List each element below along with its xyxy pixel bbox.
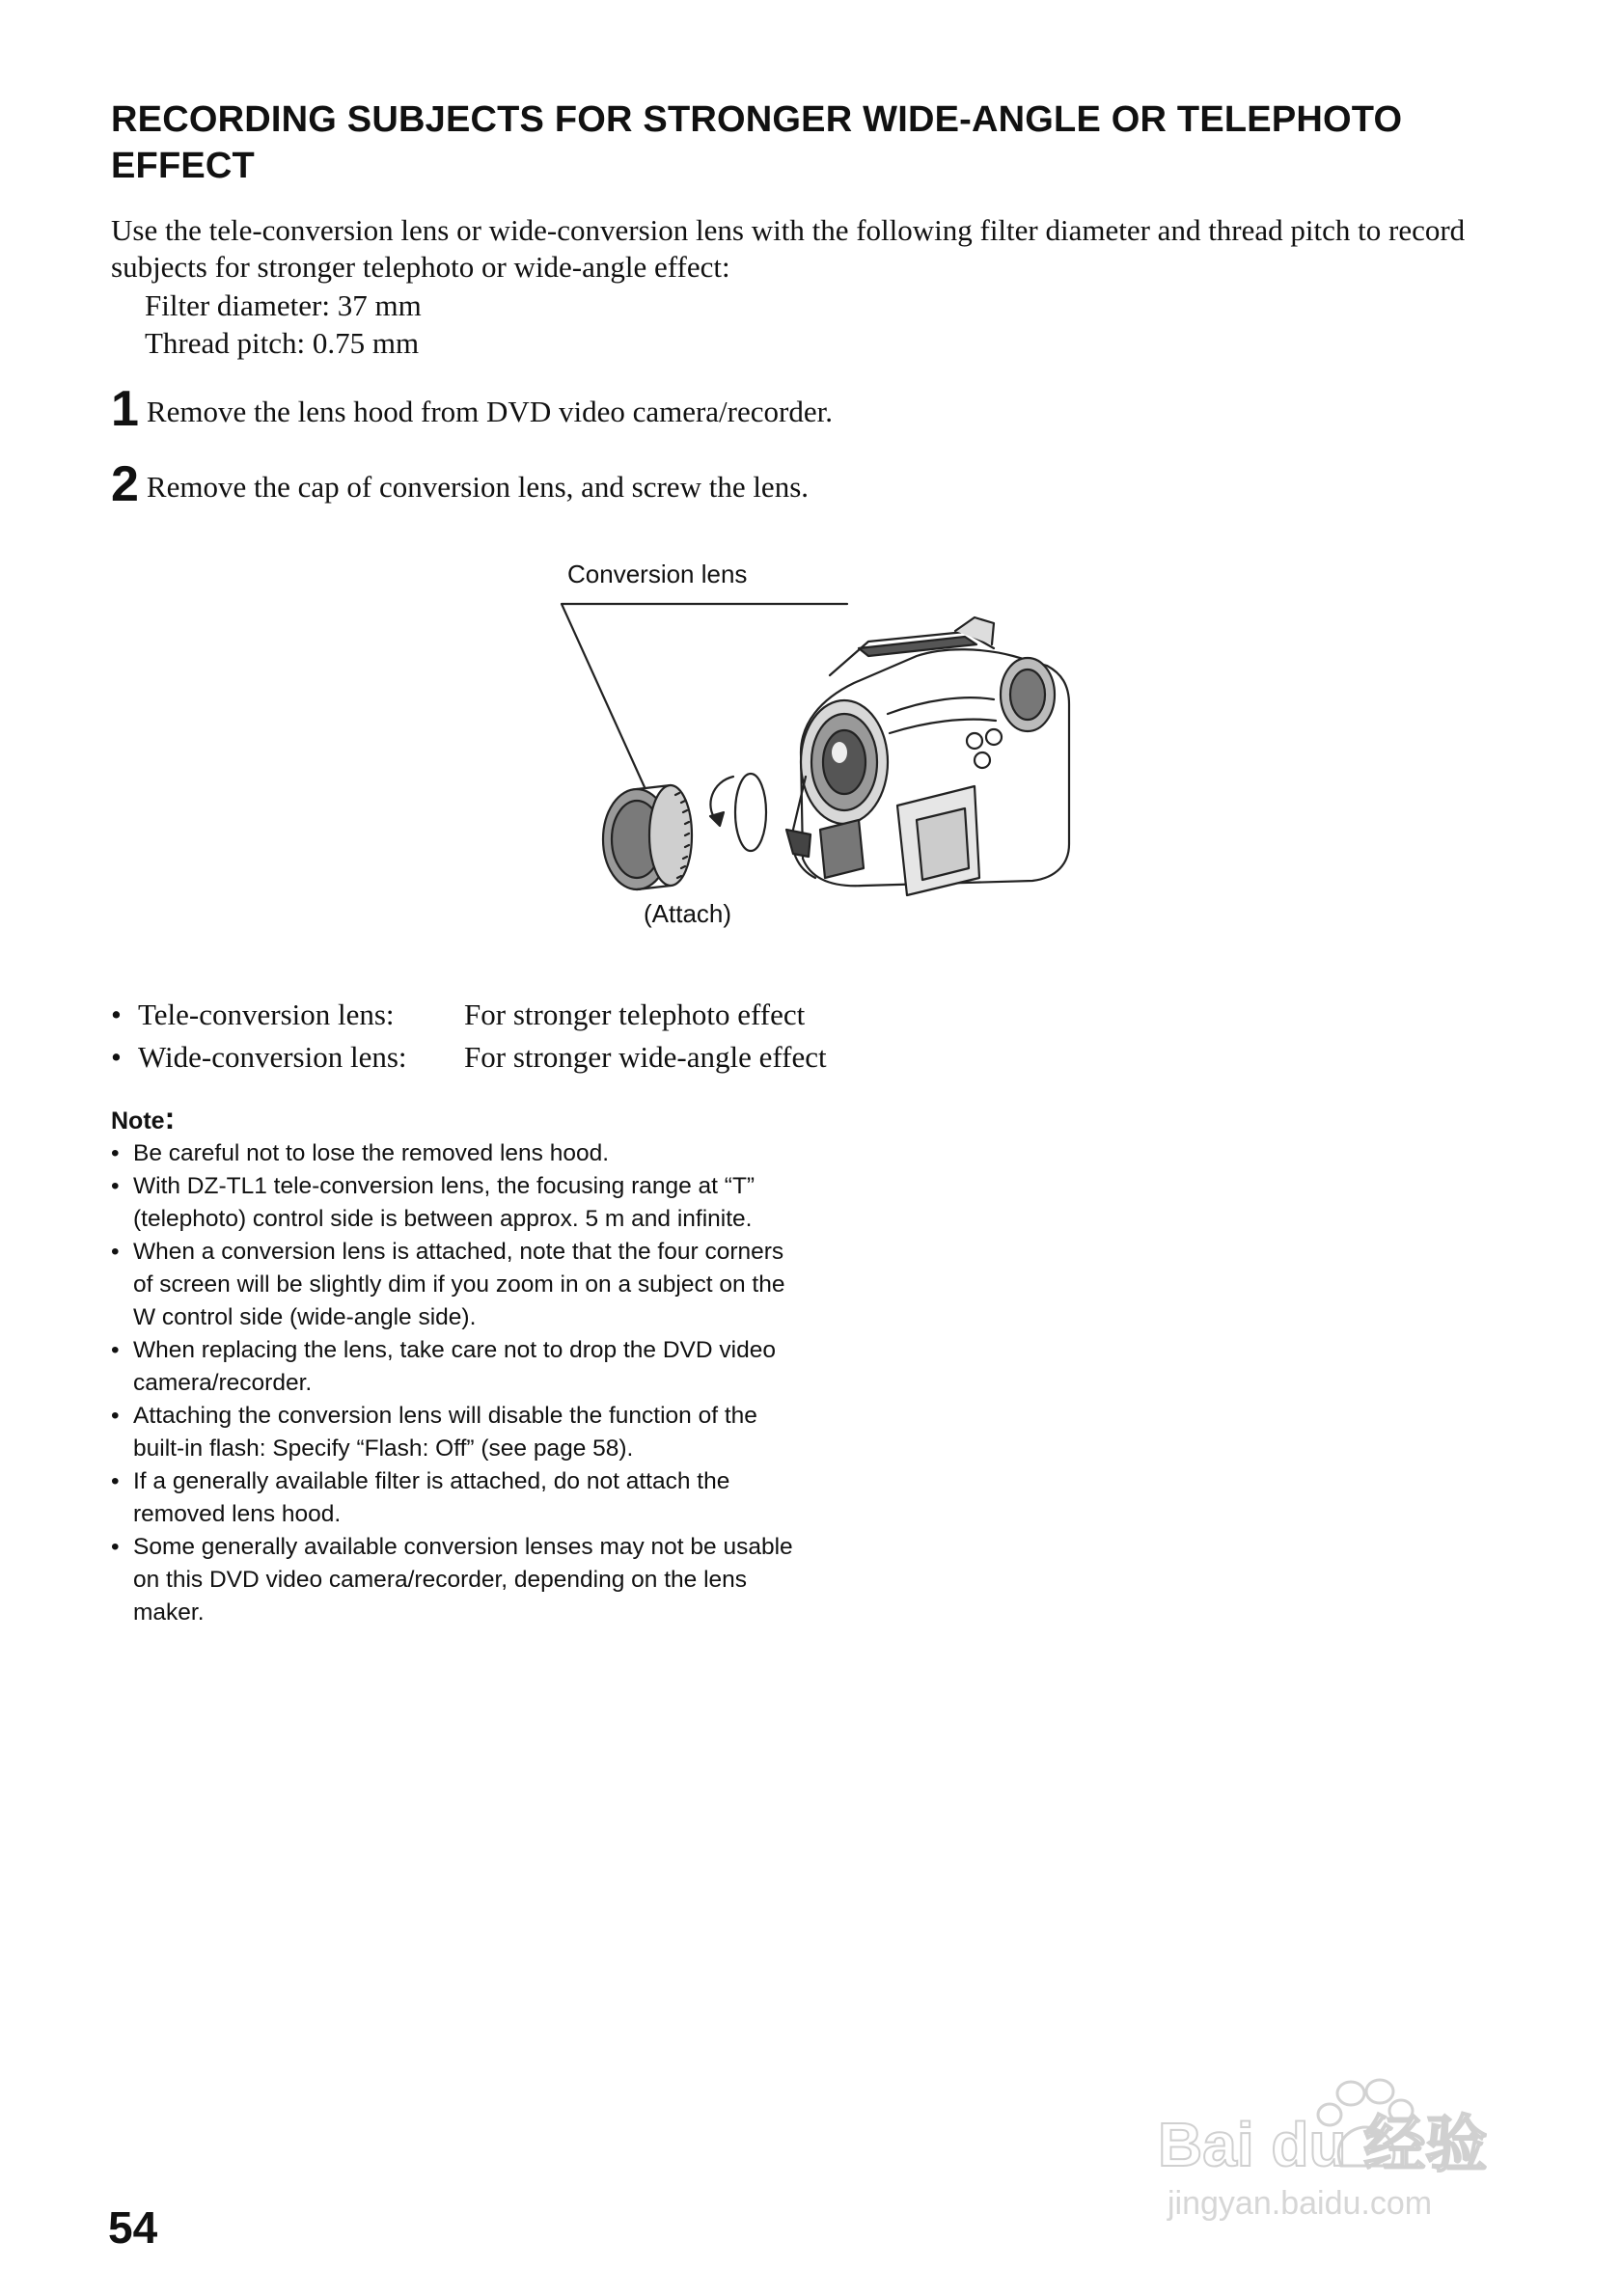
- step-2-number: 2: [111, 456, 139, 512]
- list-item: • Tele-conversion lens: For stronger telephoto effect: [111, 994, 827, 1036]
- step-1-number: 1: [111, 381, 139, 437]
- note-item: • Some generally available conversion lenses may not be usable on this DVD video camera/recorder, depending on the lens maker.: [111, 1531, 806, 1629]
- step-2-text: Remove the cap of conversion lens, and screw the lens.: [146, 470, 810, 504]
- camcorder-illustration: [540, 588, 1081, 907]
- lens-hood-ring: [735, 774, 766, 851]
- note-list: [111, 1137, 806, 1629]
- step-2: [111, 456, 810, 512]
- note-item: • Be careful not to lose the removed lens hood.: [111, 1137, 806, 1170]
- note-section: Note: • Be careful not to lose the removed lens hood. • With DZ-TL1 tele-conversion lens, the focusing range at “T” (telephoto) control side is between approx. 5 m and infinite. • When a conversion lens is attached, note that the four corners of screen will be slightly dim if you zoom in on a subject on the W control side (wide-angle side). • When replacing the lens, take care not to drop the DVD video camera/recorder. • Attaching the conversion lens will disable the function of the built-in flash: Specify “Flash: Off” (see page 58). • If a generally available filter is attached, do not attach the removed lens hood. • Some generally available conversion lenses may not be usable on this DVD video camera/recorder, depending on the lens maker.: [111, 1102, 806, 1629]
- note-item: • When replacing the lens, take care not to drop the DVD video camera/recorder.: [111, 1334, 806, 1400]
- list-item: • Wide-conversion lens: For stronger wide-angle effect: [111, 1036, 827, 1079]
- watermark-brand: Bai du 经验: [1158, 2110, 1488, 2179]
- conversion-lens-shape: [603, 785, 692, 889]
- page-number: 54: [108, 2202, 158, 2253]
- attach-arrow-icon: [710, 777, 733, 826]
- page-title: RECORDING SUBJECTS FOR STRONGER WIDE-ANGLE OR TELEPHOTO EFFECT: [111, 99, 1403, 186]
- lens-type-desc: For stronger wide-angle effect: [464, 1040, 827, 1074]
- thread-pitch-spec: Thread pitch: 0.75 mm: [145, 326, 420, 360]
- camcorder-body: [786, 617, 1069, 895]
- note-item: • When a conversion lens is attached, note that the four corners of screen will be slightly dim if you zoom in on a subject on the W control side (wide-angle side).: [111, 1236, 806, 1334]
- lens-type-desc: For stronger telephoto effect: [464, 998, 806, 1031]
- filter-diameter-spec: Filter diameter: 37 mm: [145, 288, 422, 322]
- lens-type-term: Tele-conversion lens:: [138, 998, 395, 1031]
- lens-type-list: [111, 994, 827, 1079]
- step-1-text: Remove the lens hood from DVD video camera/recorder.: [146, 395, 833, 428]
- note-item: • With DZ-TL1 tele-conversion lens, the focusing range at “T” (telephoto) control side is between approx. 5 m and infinite.: [111, 1170, 806, 1236]
- lens-type-term: Wide-conversion lens:: [138, 1040, 407, 1074]
- step-1: [111, 381, 833, 437]
- baidu-watermark: [1148, 2074, 1544, 2228]
- figure-label-conversion-lens: Conversion lens: [567, 560, 748, 588]
- note-item: • Attaching the conversion lens will disable the function of the built-in flash: Specify “Flash: Off” (see page 58).: [111, 1400, 806, 1465]
- watermark-url: jingyan.baidu.com: [1168, 2185, 1433, 2222]
- note-title: Note: [111, 1107, 165, 1134]
- note-item: • If a generally available filter is attached, do not attach the removed lens hood.: [111, 1465, 806, 1531]
- figure-label-attach: (Attach): [644, 899, 732, 928]
- intro-paragraph: Use the tele-conversion lens or wide-conversion lens with the following filter diameter and thread pitch to record subjects for stronger telephoto or wide-angle effect:: [111, 213, 1466, 284]
